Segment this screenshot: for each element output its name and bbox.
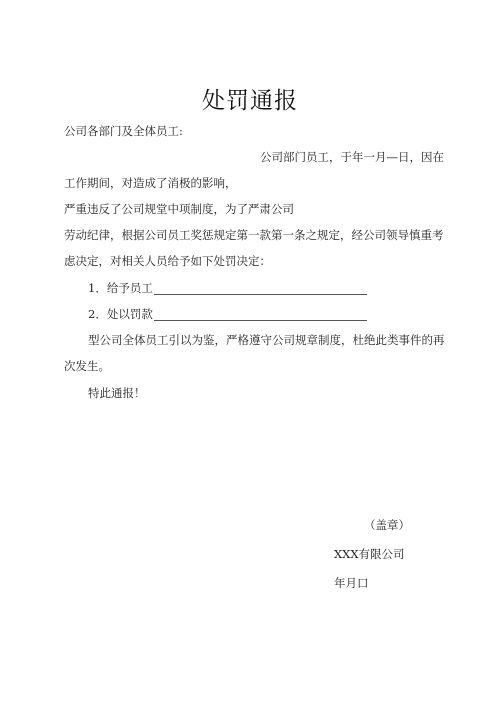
- closing-line: 特此通报！: [88, 386, 146, 400]
- stamp-note: （盖章）: [364, 518, 410, 532]
- paragraph-4-line-1: 型公司全体员工引以为鉴，严格遵守公司规章制度，杜绝此类事件的再: [88, 333, 445, 347]
- paragraph-4-line-2: 次发生。: [64, 359, 110, 373]
- issue-date: 年月口: [334, 576, 369, 590]
- paragraph-1-line-1: 公司部门员工，于年一月—日，因在: [260, 150, 444, 164]
- item-1-label: 1．给予员工: [88, 281, 153, 295]
- item-2-label: 2．处以罚款: [88, 307, 153, 321]
- item-1-blank: [154, 294, 367, 295]
- document-title: 处罚通报: [202, 88, 298, 114]
- salutation: 公司各部门及全体员工:: [64, 124, 183, 138]
- paragraph-1-line-2: 工作期间，对造成了消极的影响，: [64, 176, 237, 190]
- item-2-blank: [154, 320, 367, 321]
- paragraph-3-line-1: 劳动纪律，根据公司员工奖惩规定第一款第一条之规定，经公司领导慎重考: [64, 228, 444, 242]
- paragraph-3-line-2: 虑决定，对相关人员给予如下处罚决定：: [64, 254, 271, 268]
- company-name: XXX有限公司: [334, 547, 405, 561]
- paragraph-2: 严重违反了公司规堂中项制度，为了严肃公司: [64, 202, 294, 216]
